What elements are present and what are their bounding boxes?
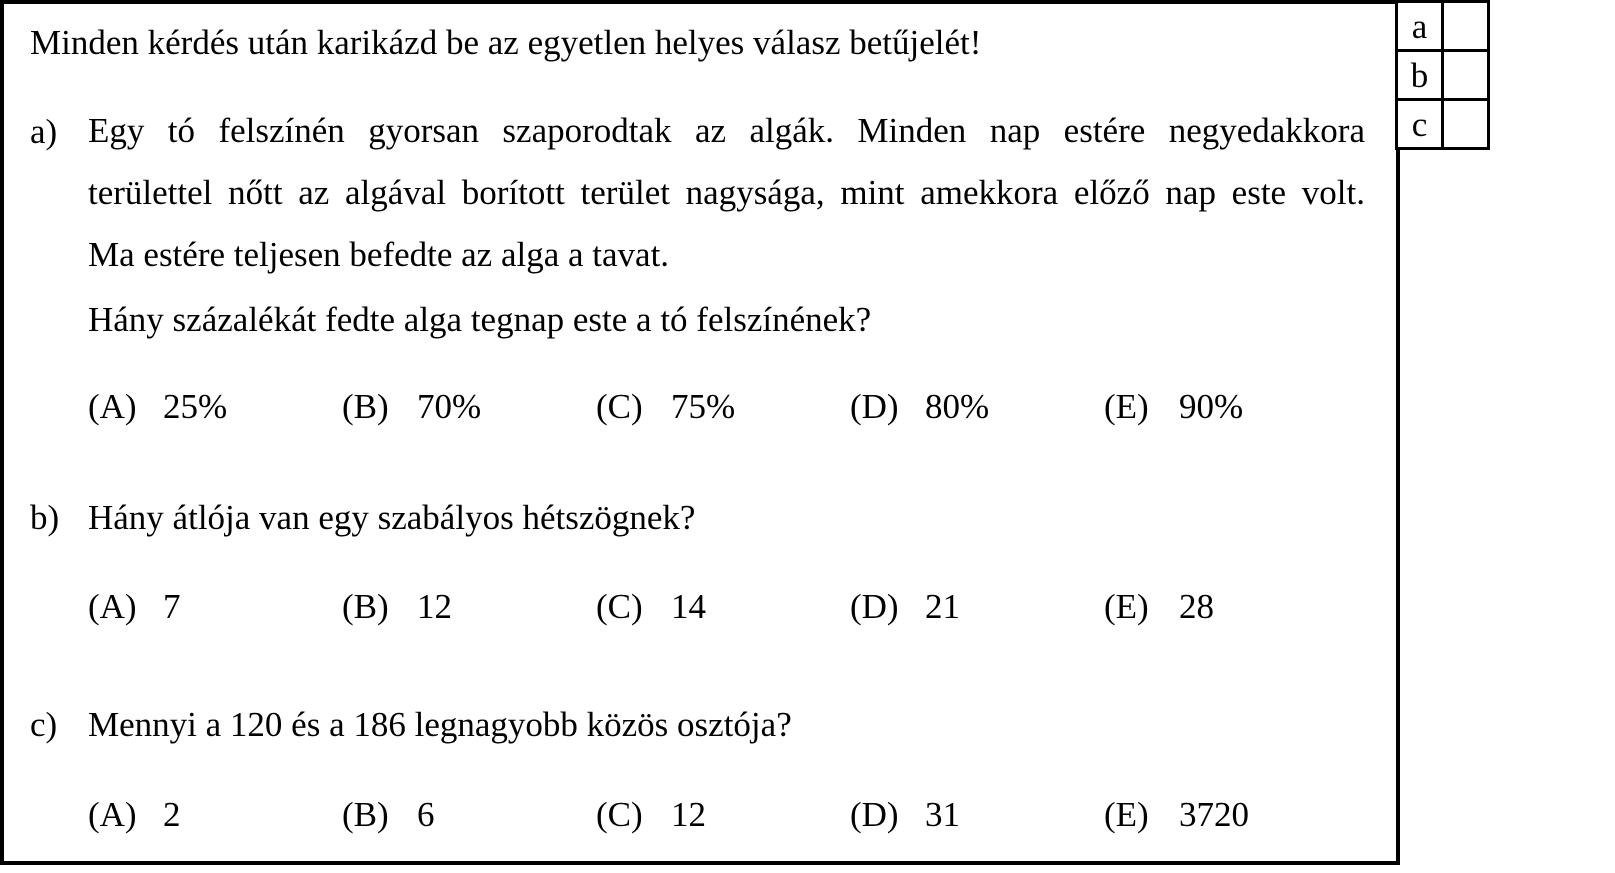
question-a-body	[88, 100, 1365, 286]
answer-grid	[1395, 0, 1490, 150]
option-b-E	[1104, 585, 1214, 629]
option-a-B-value: 70%	[417, 387, 482, 426]
option-b-C-letter: (C)	[596, 587, 643, 626]
question-b-label: b)	[30, 498, 60, 537]
option-b-A-value: 7	[163, 587, 181, 626]
option-b-B-letter: (B)	[342, 587, 389, 626]
option-b-D-value: 21	[925, 587, 960, 626]
question-a-options	[88, 385, 1378, 429]
option-c-A-value: 2	[163, 795, 181, 834]
option-c-E-value: 3720	[1179, 795, 1249, 834]
option-c-C-letter: (C)	[596, 795, 643, 834]
question-c-label: c)	[30, 705, 58, 744]
option-c-A-letter: (A)	[88, 795, 137, 834]
option-b-A	[88, 585, 181, 629]
option-a-B	[342, 385, 481, 429]
option-a-B-letter: (B)	[342, 387, 389, 426]
question-a-body-line-3: Ma estére teljesen befedte az alga a tavat.	[88, 235, 670, 274]
option-a-C-letter: (C)	[596, 387, 643, 426]
question-c-prompt: Mennyi a 120 és a 186 legnagyobb közös osztója?	[88, 705, 792, 744]
option-c-D-letter: (D)	[850, 795, 899, 834]
answer-grid-label-b: b	[1397, 51, 1443, 100]
option-a-E	[1104, 385, 1243, 429]
option-a-D-value: 80%	[925, 387, 990, 426]
option-c-B-value: 6	[417, 795, 435, 834]
option-b-D-letter: (D)	[850, 587, 899, 626]
intro-instruction: Minden kérdés után karikázd be az egyetlen helyes válasz betűjelét!	[30, 23, 982, 62]
option-c-A	[88, 793, 181, 837]
option-c-E	[1104, 793, 1249, 837]
option-a-D-letter: (D)	[850, 387, 899, 426]
option-a-A	[88, 385, 227, 429]
answer-grid-row-b	[1397, 51, 1489, 100]
option-b-C	[596, 585, 706, 629]
option-a-D	[850, 385, 989, 429]
option-b-E-letter: (E)	[1104, 587, 1149, 626]
option-b-B-value: 12	[417, 587, 452, 626]
option-a-A-letter: (A)	[88, 387, 137, 426]
option-b-B	[342, 585, 452, 629]
question-a-prompt: Hány százalékát fedte alga tegnap este a tó felszínének?	[88, 300, 872, 339]
answer-grid-cell-a	[1443, 2, 1489, 51]
option-c-C	[596, 793, 706, 837]
question-a-body-line-2: területtel nőtt az algával borított terület nagysága, mint amekkora előző nap este volt.	[88, 173, 1365, 212]
option-b-E-value: 28	[1179, 587, 1214, 626]
question-b-options	[88, 585, 1378, 629]
option-c-B-letter: (B)	[342, 795, 389, 834]
option-b-D	[850, 585, 960, 629]
option-c-E-letter: (E)	[1104, 795, 1149, 834]
option-c-B	[342, 793, 435, 837]
answer-grid-row-a	[1397, 2, 1489, 51]
option-a-E-letter: (E)	[1104, 387, 1149, 426]
answer-grid-cell-c	[1443, 100, 1489, 149]
option-c-C-value: 12	[671, 795, 706, 834]
option-b-C-value: 14	[671, 587, 706, 626]
option-b-A-letter: (A)	[88, 587, 137, 626]
option-a-E-value: 90%	[1179, 387, 1244, 426]
question-b-prompt: Hány átlója van egy szabályos hétszögnek?	[88, 498, 696, 537]
option-a-C-value: 75%	[671, 387, 736, 426]
answer-grid-label-a: a	[1397, 2, 1443, 51]
question-c-options	[88, 793, 1378, 837]
option-c-D	[850, 793, 960, 837]
option-a-C	[596, 385, 735, 429]
question-a-label: a)	[30, 112, 58, 151]
answer-grid-label-c: c	[1397, 100, 1443, 149]
option-a-A-value: 25%	[163, 387, 228, 426]
question-a-body-line-1: Egy tó felszínén gyorsan szaporodtak az algák. Minden nap estére negyedakkora	[88, 111, 1365, 150]
answer-grid-row-c	[1397, 100, 1489, 149]
option-c-D-value: 31	[925, 795, 960, 834]
answer-grid-cell-b	[1443, 51, 1489, 100]
